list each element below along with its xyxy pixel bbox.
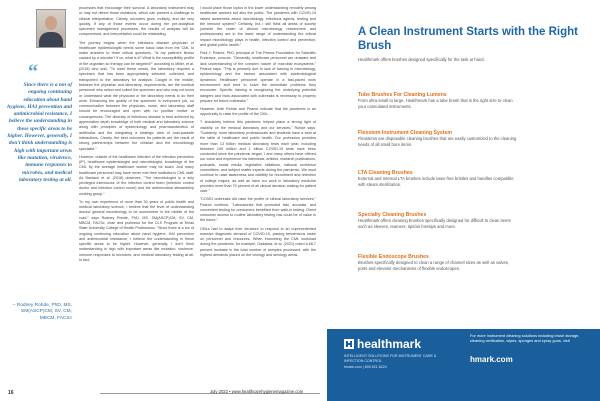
paragraph: The journey begins when the infectious disease physician or healthcare epidemiologist needs some basic data from the CML to make answers to three critical questions. "Is my patient's illness caused by a microbe? If so, what is it? What is the susceptibility profile of the organism so therapy can be targeted?" according to Miller, et al. (2018) who add, "To meet these needs, the laboratory requires a specimen that has been appropriately selected, collected, and transported to the laboratory for analysis. Caught in the middle, between the physician and laboratory, requirements, are the medical personnel who select and collect the specimen and who may not know or understand what the physician or the laboratory needs to do their work. Enhancing the quality of the specimen is everyone's job, so communication between the physician, nurse, and laboratory staff should be encouraged and open with no punitive motive or consequences. The diversity of infectious disease is best achieved by appreciation depth knowledge of both medical and laboratory science along with principles of epidemiology and pharmacokinetics of antibiotics and the integrating a strategic view of host-parasite interactions. Clearly, the best outcomes for patients are the result of strong partnerships between the clinician and the microbiology specialist.": [79, 40, 194, 151]
ad-section-desc: Healthmark offers cleaning brushes specifically designed for difficult to clean items such as sleeves, reamers, tips/air foresips and more.: [358, 218, 511, 229]
pull-quote-attribution: – Rodney Rohde, PhD, MS, SM(ASCP)CM, SV, CM, MBCM, FACSc: [12, 303, 72, 321]
ad-section-desc: External and Internal LTA brushes include latex-free bristles and handles compatible with steam sterilization.: [358, 176, 514, 187]
author-photo: [36, 9, 66, 48]
quote-mark-icon: “: [28, 61, 38, 83]
ad-section-desc: Flexstems are disposable cleaning brushes that are easily customized to the cleaning needs of all small bore items.: [358, 136, 517, 147]
paragraph: However, outside of the healthcare infection of the infection prevention (IP), healthcare epidemiologist and microbiologist, knowledge of the CML by the average healthcare worker may be scant. And many healthcare personnel may have never met their institution's CML staff. As Bardach et al. (2018) observes, "The microbiologist is a duly privileged interlocutor of the infection control team (infection control doctor and infection control nurse) and the antimicrobial stewardship working group.": [79, 154, 194, 196]
article-column-2: [200, 6, 316, 391]
page-number: 16: [8, 390, 14, 396]
paragraph: "COVID outbreaks did raise the profile of clinical laboratory services," Pearce confirms. "Laboratories that promoted fast, accurate, and convenient testing for consumers benefited from walk-in testing. Direct consumer access to routine laboratory testing has could be of value in the future.": [200, 197, 316, 223]
article-column-1: [79, 6, 194, 391]
paragraph: However, both Rohde and Pearce indicate that the pandemic is an opportunity to raise the profile of the CML.: [200, 106, 316, 117]
ad-section: [358, 92, 518, 109]
ad-section-heading: Tube Brushes For Cleaning Lumens: [358, 92, 447, 98]
ad-website-link[interactable]: hmark.com: [470, 355, 513, 364]
ad-section-desc: From ultra-small to large, Healthmark has a tube brush that is the right size to clean your cannulated instruments.: [358, 98, 513, 109]
paragraph: processes that encourage their survival. A laboratory instrument may or may not detect those mutations, which can present a challenge to clinical interpretation. Clearly, microbes grow, multiply, and die very quickly. If any of those events occur during the pre-analytical specimen management processes, the results of analysis will be compromised, and interpretation could be misleading.: [79, 6, 194, 37]
ad-section-heading: Flexible Endoscope Brushes: [358, 254, 429, 260]
paragraph: CMLs had to adapt their structure to respond to an unprecedented massive diagnostic demand of COVID-19, placing tremendous strain on personnel and resources. When examining the CML workload during the pandemic, for example, Gadaleta, et al. (2021) noted a 66.7 percent increase in the total number of samples processed, with the highest demands placed on the virology and serology areas.: [200, 226, 316, 258]
ad-section: [358, 254, 518, 271]
ad-blurb: For more instrument cleaning solutions including brush storage, cleaning verification, wipes, sponges and spray guns, visit: [470, 333, 580, 344]
ad-section-heading: Specialty Cleaning Brushes: [358, 212, 427, 218]
ad-section: [358, 170, 518, 187]
logo-tagline: INTELLIGENT SOLUTIONS FOR INSTRUMENT CARE & INFECTION CONTROL: [344, 354, 437, 363]
ad-intro: Healthmark offers brushes designed specifically for the task at hand.: [358, 57, 485, 62]
footer-issue-text: July 2022 • www.healthcarehygienemagazine.com: [210, 389, 304, 394]
ad-section-desc: Brushes specifically designed to clean a range of channel sizes as well as valves, ports and elevator mechanisms of flexible endoscopes.: [358, 260, 510, 271]
ad-section: [358, 212, 518, 229]
paragraph: I would place those topics in the lower understanding remotely among healthcare workers but also the public. The pandemic with COVID-19 raised awareness about microbiology, infectious agents, testing and the immune system? Certainly, but I still think all areas of society (outside the realm of clinical microbiology researchers and professionals) are in the lower range of understanding the critical impact microbiology plays in health, infection control and prevention, and global public health.": [200, 6, 316, 48]
paragraph: "I absolutely believe this pandemic helped place a strong light of visibility on the medical laboratory and our services," Rohde says. "Suddenly, more laboratory professionals and students have a seat at the table of healthcare and public health. Our profession provides more than 13 billion medical laboratory tests each year, including between 100 million and 1 billion COVID-19 tests have been conducted since the pandemic began. I and many others have offered our voice and experience via interviews, articles, research publications, podcasts, social media, legislative initiatives, national workforce committees, and subject matter experts during the pandemic. We must continue to raise awareness and visibility for recruitment and retention of college majors, as well as have our work in laboratory medicine provides more than 70 percent of all clinical decision-making for patient care.": [200, 120, 316, 194]
paragraph: "In my own experience of more than 30 years of public health and medical laboratory science, I believe that the level of understanding around general microbiology to be somewhere in the middle of the road," says Rodney Rohde, PhD, MS, SM(ASCP)CM, SV, CM, MBCM, FACSc, chair and professor for the CLS Program at Texas State University College of Health Professions. "Since there is a ton of ongoing continuing education about hand hygiene, HAI prevention and antimicrobial resistance, I believe the understanding in these specific areas to be higher. However, generally, I don't think understanding is high with important areas like mutation, virulence, immune responses to microbes, and medical laboratory testing at all. In fact,: [79, 199, 194, 263]
ad-section-heading: Flexstem Instrument Cleaning System: [358, 130, 452, 136]
ad-title: A Clean Instrument Starts with the Right Brush: [358, 26, 579, 52]
pull-quote: Since there is a ton of ongoing continuing education about hand hygiene, HAI prevention and antimicrobial resistance, I believe the understanding in these specific areas to be higher. However, generally, I don't think understanding is high with important areas like mutation, virulence, immune responses to microbes, and medical laboratory testing at all.: [7, 82, 72, 183]
ad-section: [358, 130, 518, 147]
logo-contact: hmark.com | 800.521.6224: [344, 365, 387, 369]
paragraph: Paul J. Pearce, PhD, principal of The Pearce Foundation for Scientific Endeavor, concurs. "Generally, healthcare personnel are unaware and lack understanding of the complex nature of microbial ecosystems," Pearce says. "This is primarily due to lack of training in microbiology, epidemiology and the factors associated with epidemiological dynamics. Healthcare personnel operate in a fast-paced work environment and tend to solve the immediate problems they encounter. Specific training in recognizing the underlying potential dangers and risks associated with outbreaks is necessary to properly prepare for future outbreaks.": [200, 51, 316, 103]
healthmark-logo-text: healthmark: [357, 337, 422, 351]
healthmark-logo-icon: [344, 339, 354, 349]
ad-section-heading: LTA Cleaning Brushes: [358, 170, 413, 176]
